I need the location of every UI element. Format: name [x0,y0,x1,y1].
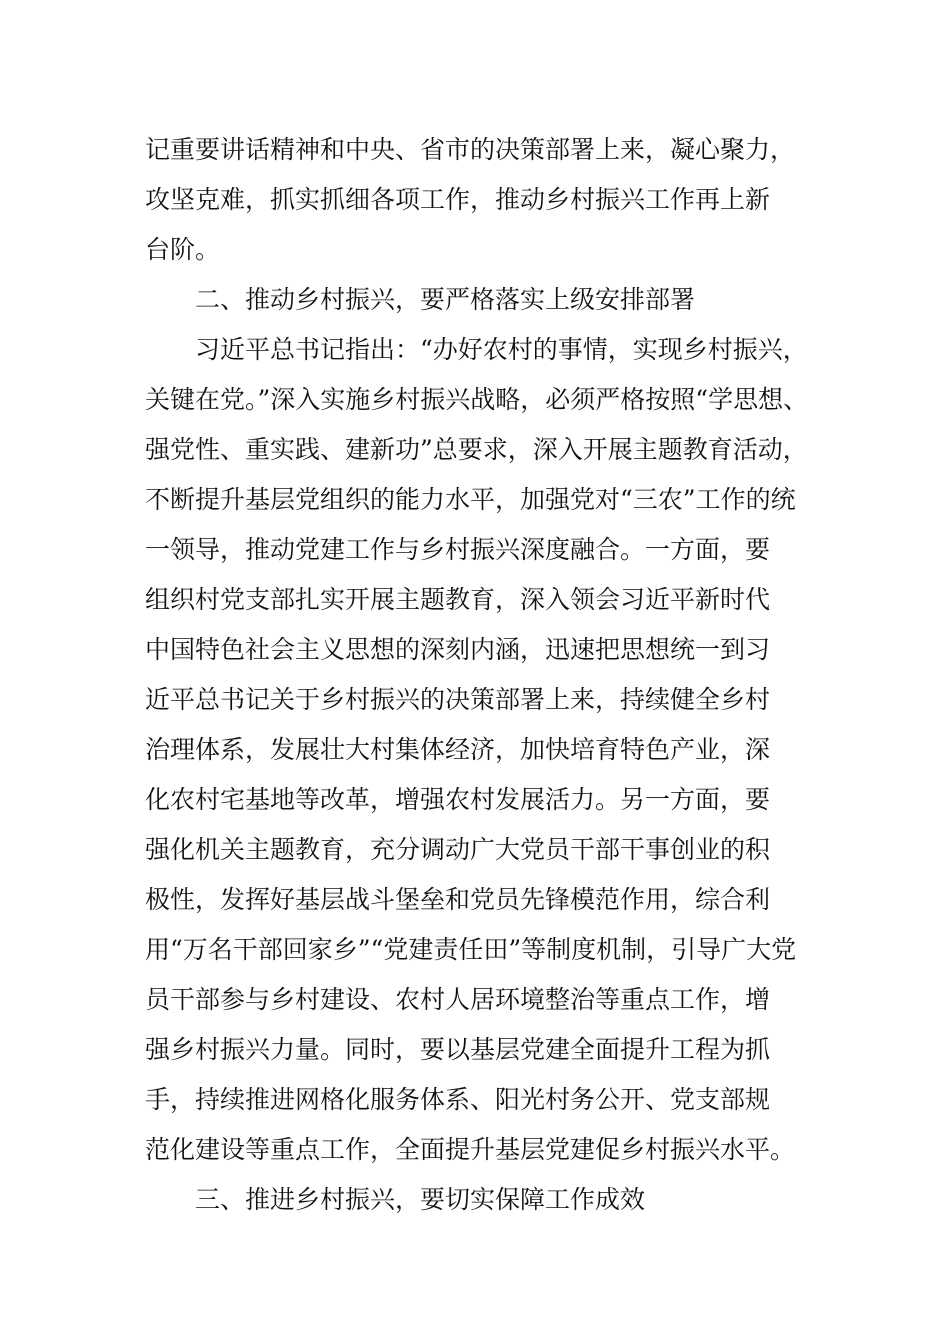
section-heading-2: 二、推动乡村振兴，要严格落实上级安排部署 [195,285,696,314]
text-line: 强乡村振兴力量。同时，要以基层党建全面提升工程为抓 [145,1035,771,1064]
section-heading-3: 三、推进乡村振兴，要切实保障工作成效 [195,1185,646,1214]
text-line: 用“万名干部回家乡”“党建责任田”等制度机制，引导广大党 [145,935,797,964]
text-line: 关键在党。”深入实施乡村振兴战略，必须严格按照“学思想、 [145,385,809,414]
text-line: 范化建设等重点工作，全面提升基层党建促乡村振兴水平。 [145,1135,796,1164]
text-line: 极性，发挥好基层战斗堡垒和党员先锋模范作用，综合利 [145,885,771,914]
text-line: 习近平总书记指出：“办好农村的事情，实现乡村振兴， [195,335,808,364]
text-line: 组织村党支部扎实开展主题教育，深入领会习近平新时代 [145,585,771,614]
text-line: 一领导，推动党建工作与乡村振兴深度融合。一方面，要 [145,535,771,564]
text-line: 中国特色社会主义思想的深刻内涵，迅速把思想统一到习 [145,635,771,664]
text-line: 记重要讲话精神和中央、省市的决策部署上来，凝心聚力， [145,135,796,164]
text-line: 台阶。 [145,235,221,264]
text-line: 近平总书记关于乡村振兴的决策部署上来，持续健全乡村 [145,685,771,714]
text-line: 不断提升基层党组织的能力水平，加强党对“三农”工作的统 [145,485,796,514]
text-line: 攻坚克难，抓实抓细各项工作，推动乡村振兴工作再上新 [145,185,771,214]
text-line: 员干部参与乡村建设、农村人居环境整治等重点工作，增 [145,985,771,1014]
text-line: 强党性、重实践、建新功”总要求，深入开展主题教育活动， [145,435,808,464]
text-line: 手，持续推进网格化服务体系、阳光村务公开、党支部规 [145,1085,771,1114]
text-line: 治理体系，发展壮大村集体经济，加快培育特色产业，深 [145,735,771,764]
text-line: 强化机关主题教育，充分调动广大党员干部干事创业的积 [145,835,771,864]
text-line: 化农村宅基地等改革，增强农村发展活力。另一方面，要 [145,785,771,814]
